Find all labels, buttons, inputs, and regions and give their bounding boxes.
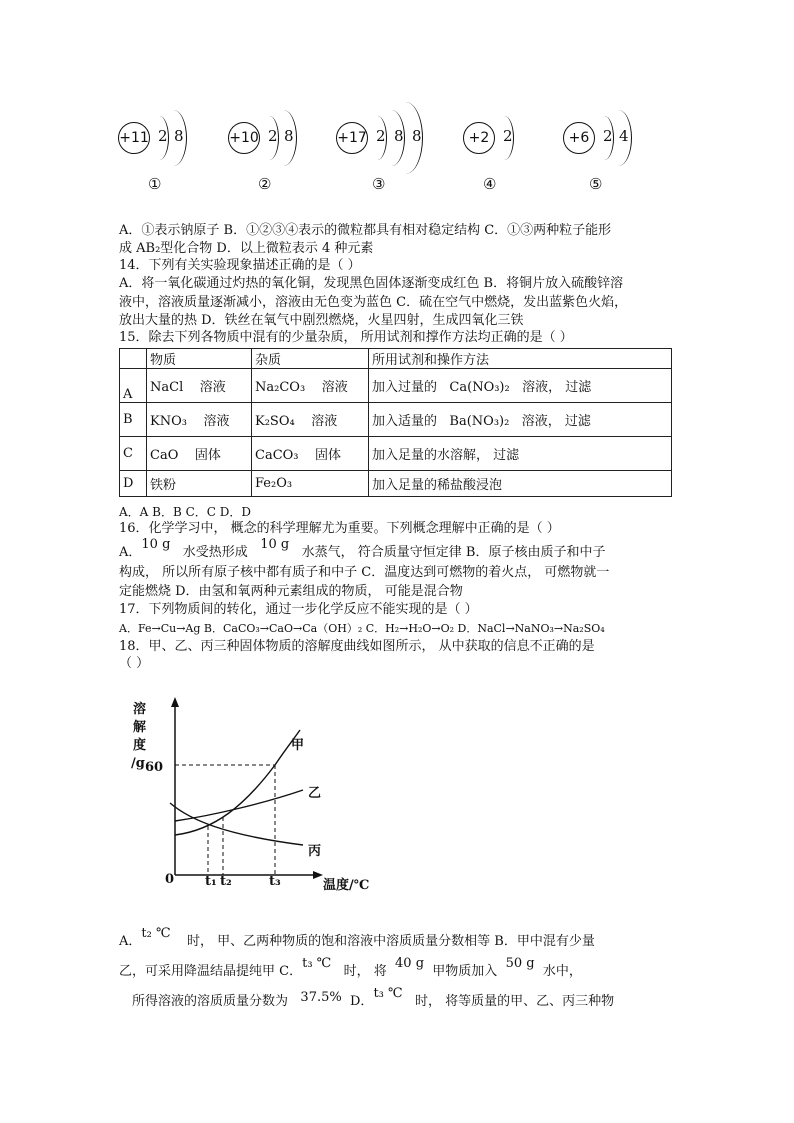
mass-value: 10 g [141,537,171,552]
q18-options-line1 [119,926,595,952]
y-tick-label: 60 [145,760,164,775]
table-cell [252,369,369,403]
atom-label: ② [258,175,272,193]
table-cell [147,437,252,471]
row-key: C [120,437,147,471]
nucleus: +17 [336,122,368,154]
q18-text: 时， 将等质量的甲、乙、丙三种物 [414,994,615,1009]
shell-count: 8 [174,127,184,145]
shell-count: 4 [619,127,629,145]
electron-shell-arc [270,110,297,166]
impurity: Na₂CO₃ [255,380,306,395]
q17-options: A．Fe→Cu→Ag B．CaCO₃→CaO→Ca（OH）₂ C．H₂→H₂O→O₂ D．NaCl→NaNO₃→Na₂SO₄ [119,622,605,635]
table-cell [369,437,672,471]
q18-text: 甲物质加入 [432,964,498,979]
q18-option-d: D． [350,994,374,1009]
q16-stem: 16．化学学习中， 概念的科学理解尤为重要。下列概念理解中正确的是（ ） [119,521,560,536]
method-suffix: 溶液， 过滤 [521,414,591,429]
temperature-value: t₃ ℃ [302,956,332,971]
reagent: Ba(NO₃)₂ [449,414,510,429]
x-axis-label: 温度/℃ [323,878,370,893]
electron-shell-arc [495,116,514,160]
shell-count: 2 [503,127,513,145]
shell-count: 2 [268,127,278,145]
table-cell [120,349,147,369]
q18-options-line2 [119,956,582,982]
mass-value: 40 g [395,956,425,971]
q13-options-line1: A．①表示钠原子 B．①②③④表示的微粒都具有相对稳定结构 C．①③两种粒子能形 [119,223,612,238]
y-axis-label-char: 溶 [133,702,147,717]
y-axis-label-char: 解 [133,720,147,735]
substance: NaCl [150,380,184,395]
q14-options-line1: A．将一氧化碳通过灼热的氧化铜，发现黑色固体逐渐变成红色 B．将铜片放入硫酸锌溶 [119,276,624,291]
table-cell [147,403,252,437]
atom-2 [220,110,330,200]
atom-5 [555,110,665,200]
x-tick-label: t₂ [220,874,232,889]
electron-shell-arc [160,110,187,166]
q15-table [119,348,672,497]
q16-options-line2: 构成， 所以所有原子核中都有质子和中子 C．温度达到可燃物的着火点， 可燃物就一 [119,565,610,580]
q14-options-line3: 放出大量的热 D．铁丝在氧气中剧烈燃烧，火星四射，生成四氧化三铁 [119,313,524,328]
atom-1 [110,110,220,200]
q16-text: 水受热形成 [182,545,248,560]
table-cell [369,403,672,437]
origin-label: 0 [165,872,175,887]
electron-shell-arc [605,110,632,166]
substance-suffix: 溶液 [199,380,226,395]
impurity-suffix: 溶液 [321,380,348,395]
table-cell [252,437,369,471]
series-label-yi: 乙 [308,786,322,801]
substance-suffix: 溶液 [203,414,230,429]
atom-label: ④ [483,175,497,193]
method-suffix: 溶液， 过滤 [522,380,592,395]
q16-options-line3: 定能燃烧 D．由氢和氧两种元素组成的物质， 可能是混合物 [119,584,463,599]
substance: CaO [150,448,179,463]
substance: 铁粉 [150,478,177,493]
q16-text: 水蒸气， 符合质量守恒定律 B．原子核由质子和中子 [301,545,606,560]
row-key: D [120,471,147,497]
shell-count: 8 [284,127,294,145]
shell-count: 2 [158,127,168,145]
reagent: Ca(NO₃)₂ [449,380,510,395]
q18-option-a: A． [119,934,142,949]
q15-stem: 15．除去下列各物质中混有的少量杂质， 所用试剂和撑作方法均正确的是（ ） [119,330,573,345]
mass-value: 50 g [505,956,535,971]
q18-paren: （ ） [119,656,150,671]
x-tick-label: t₃ [269,874,281,889]
shell-count: 8 [394,127,404,145]
solubility-chart [125,695,390,895]
q18-text: 时， 将 [343,964,387,979]
q14-stem: 14．下列有关实验现象描述正确的是（ ） [119,258,361,273]
series-line-jia [175,730,300,835]
table-cell [369,471,672,497]
x-tick-label: t₁ [205,874,217,889]
mass-value: 10 g [260,537,290,552]
row-key: A [120,369,147,403]
table-header: 杂质 [252,349,369,369]
method-prefix: 加入足量的水溶解， 过滤 [372,448,520,463]
table-cell [147,471,252,497]
shell-count: 2 [376,127,386,145]
y-axis-arrow [171,697,179,707]
table-cell [147,369,252,403]
table-cell [252,471,369,497]
impurity: K₂SO₄ [255,414,295,429]
substance-suffix: 固体 [194,448,221,463]
atom-3 [328,110,458,200]
q16-options-line1 [119,537,606,563]
shell-count: 2 [603,127,613,145]
series-label-jia: 甲 [291,738,305,753]
method-prefix: 加入过量的 [372,380,438,395]
y-axis-label-char: 度 [133,738,147,753]
table-row [120,369,672,403]
method-prefix: 加入足量的稀盐酸浸泡 [372,478,503,493]
table-row [120,471,672,497]
q15-options: A．A B．B C．C D．D [119,505,252,519]
q18-text: 乙，可采用降温结晶提纯甲 C． [119,964,303,979]
x-axis-arrow [313,871,323,879]
table-row [120,437,672,471]
q18-options-line3 [132,986,615,1012]
table-cell [252,403,369,437]
table-header: 所用试剂和操作方法 [369,349,672,369]
q16-option-a: A． [119,545,142,560]
percent-value: 37.5% [300,990,342,1005]
temperature-value: t₃ ℃ [373,986,403,1001]
series-label-bing: 丙 [308,844,322,859]
atom-4 [455,110,565,200]
nucleus: +2 [463,122,495,154]
y-axis-label-char: /g [131,756,145,771]
row-key: B [120,403,147,437]
atom-label: ③ [372,175,386,193]
nucleus: +10 [228,122,260,154]
table-header: 物质 [147,349,252,369]
method-prefix: 加入适量的 [372,414,438,429]
atom-label: ⑤ [589,175,603,193]
q17-stem: 17．下列物质间的转化，通过一步化学反应不能实现的是（ ） [119,602,478,617]
q18-text: 时， 甲、乙两种物质的饱和溶液中溶质质量分数相等 B．甲中混有少量 [187,934,595,949]
impurity-suffix: 溶液 [311,414,338,429]
q13-options-line2: 成 AB₂型化合物 D．以上微粒表示 4 种元素 [119,241,374,256]
nucleus: +6 [563,122,595,154]
atom-diagrams [110,110,670,210]
nucleus: +11 [118,122,150,154]
substance: KNO₃ [150,414,187,429]
table-cell [369,369,672,403]
impurity: CaCO₃ [255,448,299,463]
atom-label: ① [148,175,162,193]
electron-shell-arc [388,102,423,174]
q18-text: 水中， [542,964,582,979]
q18-stem: 18．甲、乙、丙三种固体物质的溶解度曲线如图所示， 从中获取的信息不正确的是 [119,639,595,654]
temperature-value: t₂ ℃ [141,926,171,941]
q14-options-line2: 液中，溶液质量逐渐减小，溶液由无色变为蓝色 C．硫在空气中燃烧，发出蓝紫色火焰， [119,295,628,310]
shell-count: 8 [412,127,422,145]
table-header-row [120,349,672,369]
impurity: Fe₂O₃ [255,476,293,491]
table-row [120,403,672,437]
q18-text: 所得溶液的溶质质量分数为 [132,994,289,1009]
impurity-suffix: 固体 [315,448,342,463]
